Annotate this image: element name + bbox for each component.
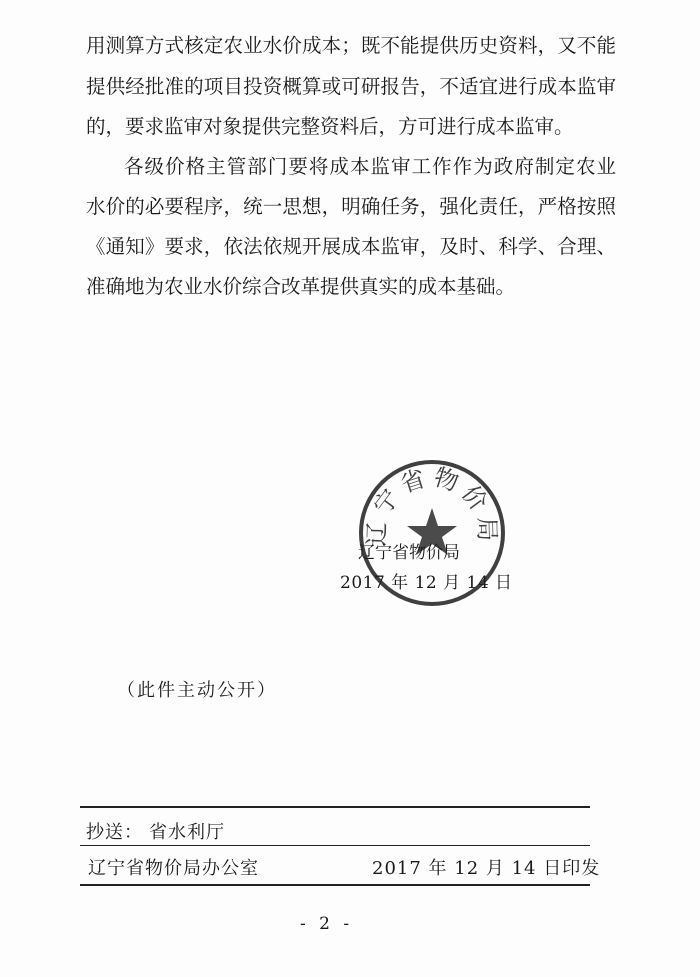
issuing-office: 辽宁省物价局办公室 [88, 858, 259, 879]
cc-line [86, 818, 225, 844]
divider [80, 806, 590, 808]
body-line: 提供经批准的项目投资概算或可研报告，不适宜进行成本监审 [86, 75, 616, 98]
cc-label: 抄送： [86, 822, 143, 843]
body-line: 用测算方式核定农业水价成本；既不能提供历史资料，又不能 [86, 34, 616, 57]
official-seal [357, 458, 507, 608]
body-line: 的，要求监审对象提供完整资料后，方可进行成本监审。 [86, 115, 574, 138]
svg-text:辽宁省物价局: 辽宁省物价局 [362, 462, 502, 547]
divider [80, 845, 590, 846]
body-line: 各级价格主管部门要将成本监审工作作为政府制定农业 [124, 155, 616, 178]
issue-date: 2017 年 12 月 14 日印发 [372, 858, 601, 879]
body-line: 准确地为农业水价综合改革提供真实的成本基础。 [86, 275, 516, 298]
signoff-org: 辽宁省物价局 [358, 543, 460, 563]
cc-recipient: 省水利厅 [149, 822, 225, 843]
public-disclosure-note: （此件主动公开） [117, 680, 277, 701]
body-line: 《通知》要求，依法依规开展成本监审，及时、科学、合理、 [86, 235, 616, 258]
divider [80, 884, 590, 886]
page-number: - 2 - [300, 914, 354, 934]
body-line: 水价的必要程序，统一思想，明确任务，强化责任，严格按照 [86, 195, 616, 218]
seal-star-icon [407, 508, 457, 555]
signoff-date: 2017 年 12 月 14 日 [340, 573, 513, 593]
